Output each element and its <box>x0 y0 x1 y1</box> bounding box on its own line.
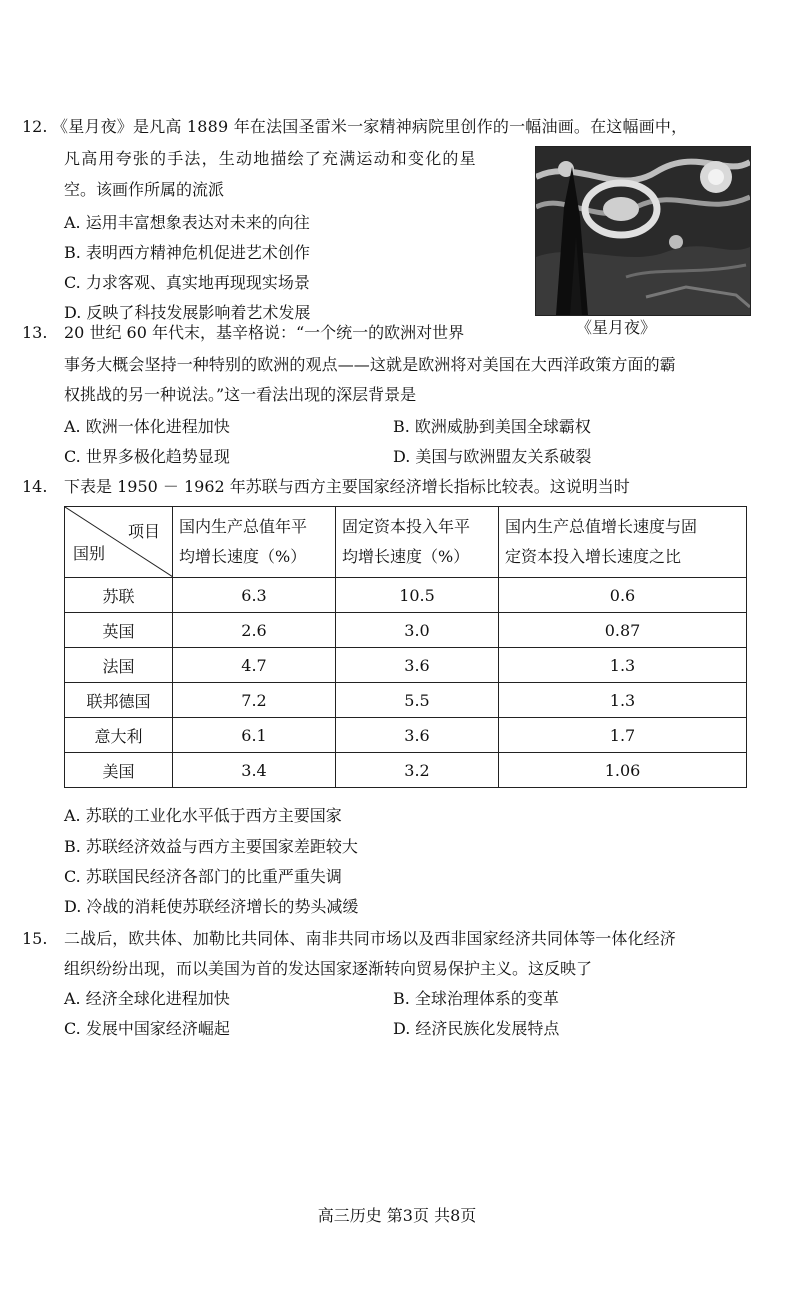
table-row <box>65 648 747 683</box>
header-capital-line-1: 固定资本投入年平 <box>342 517 471 536</box>
starry-night-painting <box>535 146 751 316</box>
table-cell-ratio: 1.3 <box>499 648 747 683</box>
q13-stem-line-2: 事务大概会坚持一种特别的欧洲的观点——这就是欧洲将对美国在大西洋政策方面的霸 <box>64 355 676 374</box>
q14-option-a: A. 苏联的工业化水平低于西方主要国家 <box>64 806 342 825</box>
table-cell-gdp: 2.6 <box>173 613 336 648</box>
header-capital-line-2: 均增长速度（%） <box>342 547 470 566</box>
table-corner-cell <box>65 507 173 578</box>
corner-label-item: 项目 <box>127 522 160 541</box>
q14-option-c: C. 苏联国民经济各部门的比重严重失调 <box>64 867 342 886</box>
header-ratio-line-2: 定资本投入增长速度之比 <box>505 547 682 566</box>
q12-stem-line-3: 空。该画作所属的流派 <box>64 180 225 199</box>
table-cell-capital: 3.0 <box>336 613 499 648</box>
table-cell-capital: 10.5 <box>336 578 499 613</box>
q15-option-c: C. 发展中国家经济崛起 <box>64 1019 230 1038</box>
painting-caption: 《星月夜》 <box>576 318 657 337</box>
starry-night-image <box>536 147 750 315</box>
table-cell-ratio: 0.6 <box>499 578 747 613</box>
q15-stem-line-2: 组织纷纷出现，而以美国为首的发达国家逐渐转向贸易保护主义。这反映了 <box>64 959 593 978</box>
table-cell-capital: 3.2 <box>336 753 499 788</box>
q12-option-d: D. 反映了科技发展影响着艺术发展 <box>64 303 311 322</box>
table-cell-gdp: 6.1 <box>173 718 336 753</box>
table-cell-gdp: 3.4 <box>173 753 336 788</box>
header-gdp-line-2: 均增长速度（%） <box>179 547 307 566</box>
corner-label-country: 国别 <box>73 544 106 563</box>
q15-option-b: B. 全球治理体系的变革 <box>393 989 559 1008</box>
q15-option-a: A. 经济全球化进程加快 <box>64 989 230 1008</box>
q14-number: 14. <box>22 477 48 496</box>
q14-option-d: D. 冷战的消耗使苏联经济增长的势头减缓 <box>64 897 359 916</box>
table-header-gdp <box>173 507 336 578</box>
table-cell-country: 联邦德国 <box>65 683 173 718</box>
q14-option-b: B. 苏联经济效益与西方主要国家差距较大 <box>64 837 358 856</box>
q13-option-c: C. 世界多极化趋势显现 <box>64 447 230 466</box>
table-cell-gdp: 4.7 <box>173 648 336 683</box>
table-cell-ratio: 0.87 <box>499 613 747 648</box>
table-header-ratio <box>499 507 747 578</box>
q15-stem-line-1: 二战后，欧共体、加勒比共同体、南非共同市场以及西非国家经济共同体等一体化经济 <box>64 929 676 948</box>
table-cell-capital: 3.6 <box>336 648 499 683</box>
q12-option-a: A. 运用丰富想象表达对未来的向往 <box>64 213 310 232</box>
header-ratio-line-1: 国内生产总值增长速度与固 <box>505 517 698 536</box>
q15-number: 15. <box>22 929 48 948</box>
economic-growth-table <box>64 506 747 788</box>
table-cell-gdp: 6.3 <box>173 578 336 613</box>
q12-option-c: C. 力求客观、真实地再现现实场景 <box>64 273 310 292</box>
q12-stem-line-2: 凡高用夸张的手法，生动地描绘了充满运动和变化的星 <box>64 149 477 168</box>
q12-stem-line-1: 《星月夜》是凡高 1889 年在法国圣雷米一家精神病院里创作的一幅油画。在这幅画中， <box>52 117 688 136</box>
q13-number: 13. <box>22 323 48 342</box>
page-footer: 高三历史 第3页 共8页 <box>317 1206 477 1225</box>
table-row <box>65 613 747 648</box>
table-cell-ratio: 1.3 <box>499 683 747 718</box>
table-cell-country: 法国 <box>65 648 173 683</box>
table-cell-country: 意大利 <box>65 718 173 753</box>
table-header-row <box>65 507 747 578</box>
header-gdp-line-1: 国内生产总值年平 <box>179 517 308 536</box>
table-row <box>65 683 747 718</box>
table-cell-capital: 5.5 <box>336 683 499 718</box>
table-cell-country: 苏联 <box>65 578 173 613</box>
q12-number: 12. <box>22 117 48 136</box>
q13-stem-line-1: 20 世纪 60 年代末，基辛格说：“一个统一的欧洲对世界 <box>64 323 465 342</box>
q13-option-d: D. 美国与欧洲盟友关系破裂 <box>393 447 592 466</box>
table-cell-ratio: 1.7 <box>499 718 747 753</box>
table-row <box>65 753 747 788</box>
q13-stem-line-3: 权挑战的另一种说法。”这一看法出现的深层背景是 <box>64 385 417 404</box>
table-cell-country: 英国 <box>65 613 173 648</box>
table-cell-country: 美国 <box>65 753 173 788</box>
table-row <box>65 718 747 753</box>
table-row <box>65 578 747 613</box>
q14-intro: 下表是 1950 － 1962 年苏联与西方主要国家经济增长指标比较表。这说明当时 <box>64 477 630 496</box>
table-cell-capital: 3.6 <box>336 718 499 753</box>
table-cell-gdp: 7.2 <box>173 683 336 718</box>
q13-option-a: A. 欧洲一体化进程加快 <box>64 417 230 436</box>
table-header-capital <box>336 507 499 578</box>
q13-option-b: B. 欧洲威胁到美国全球霸权 <box>393 417 591 436</box>
q15-option-d: D. 经济民族化发展特点 <box>393 1019 560 1038</box>
q12-option-b: B. 表明西方精神危机促进艺术创作 <box>64 243 310 262</box>
table-cell-ratio: 1.06 <box>499 753 747 788</box>
